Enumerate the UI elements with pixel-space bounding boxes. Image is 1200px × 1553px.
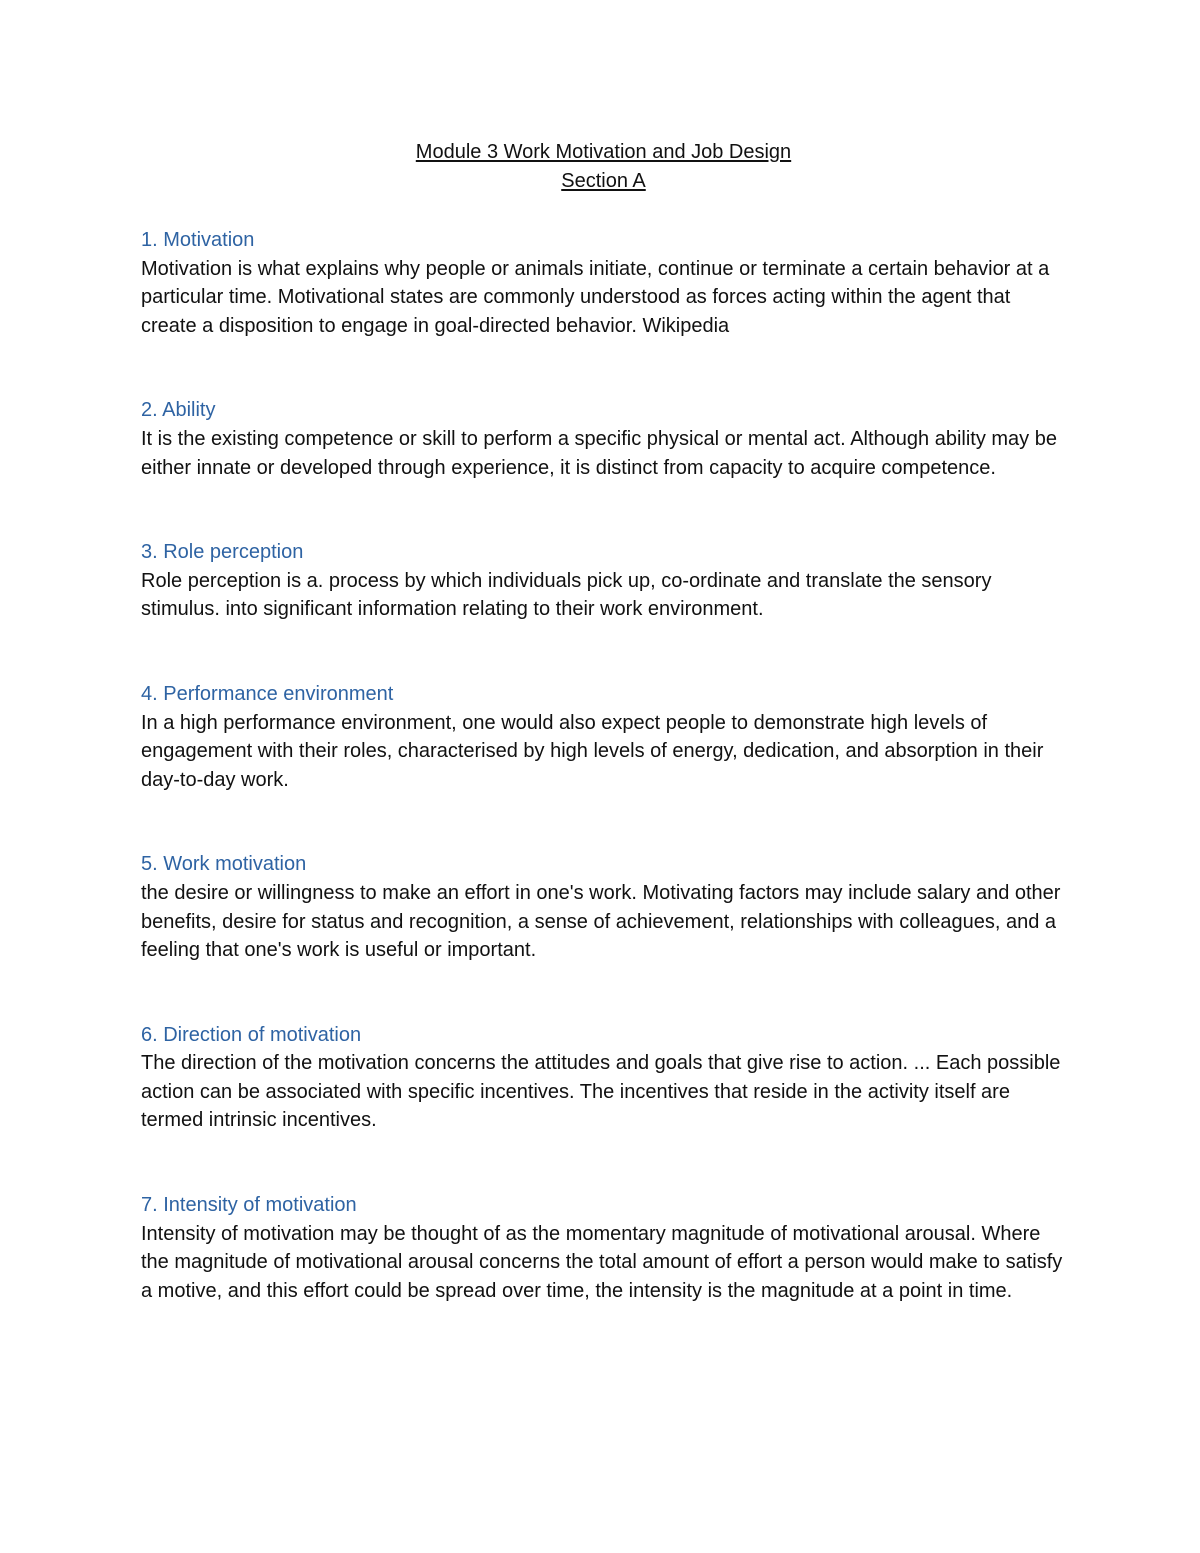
entry-body: Motivation is what explains why people or animals initiate, continue or terminate a certain behavior at a particular time. Motivational states are commonly understood as forces acting within the agent that create a disposition to engage in goal-directed behavior. Wikipedia bbox=[141, 257, 1050, 337]
entry-body: In a high performance environment, one would also expect people to demonstrate high levels of engagement with their roles, characterised by high levels of energy, dedication, and absorption in their day-to-day work. bbox=[141, 711, 1044, 791]
entry-body: The direction of the motivation concerns the attitudes and goals that give rise to action. ... Each possible action can be associated with specific incentives. The incentives that reside in the activity itself are termed intrinsic incentives. bbox=[141, 1052, 1061, 1132]
entry-body: Role perception is a. process by which individuals pick up, co-ordinate and translate the sensory stimulus. into significant information relating to their work environment. bbox=[141, 569, 992, 621]
entry-heading: 5. Work motivation bbox=[141, 853, 307, 876]
entry-list bbox=[141, 226, 1066, 1305]
entry-role-perception bbox=[141, 538, 1066, 624]
entry-intensity-of-motivation bbox=[141, 1191, 1066, 1305]
entry-work-motivation bbox=[141, 850, 1066, 964]
entry-ability bbox=[141, 396, 1066, 482]
entry-heading: 4. Performance environment bbox=[141, 682, 394, 705]
page-content bbox=[141, 138, 1066, 1305]
entry-motivation bbox=[141, 226, 1066, 340]
entry-performance-environment bbox=[141, 680, 1066, 794]
entry-heading: 2. Ability bbox=[141, 399, 216, 422]
entry-body: It is the existing competence or skill to perform a specific physical or mental act. Although ability may be either innate or developed through experience, it is distinct from capacity to acquire competence. bbox=[141, 427, 1057, 479]
entry-direction-of-motivation bbox=[141, 1021, 1066, 1135]
entry-heading: 1. Motivation bbox=[141, 229, 255, 251]
entry-heading: 3. Role perception bbox=[141, 541, 304, 564]
document-title bbox=[141, 138, 1066, 196]
title-main: Module 3 Work Motivation and Job Design bbox=[415, 141, 792, 163]
entry-heading: 7. Intensity of motivation bbox=[141, 1194, 357, 1217]
entry-body: Intensity of motivation may be thought of as the momentary magnitude of motivational arousal. Where the magnitude of motivational arousal concerns the total amount of effort a person would make to satisfy a motive, and this effort could be spread over time, the intensity is the magnitude at a point in time. bbox=[141, 1222, 1063, 1302]
entry-body: the desire or willingness to make an effort in one's work. Motivating factors may include salary and other benefits, desire for status and recognition, a sense of achievement, relationships with colleagues, and a feeling that one's work is useful or important. bbox=[141, 881, 1061, 962]
title-section: Section A bbox=[561, 170, 646, 192]
entry-heading: 6. Direction of motivation bbox=[141, 1023, 362, 1046]
